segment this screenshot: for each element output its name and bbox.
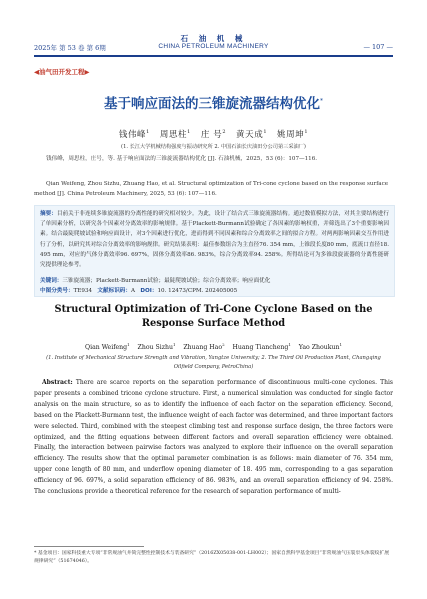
author-cn: 庄 号$^2$ — [200, 129, 227, 140]
page-number: — 107 — — [363, 43, 393, 51]
abstract-text-cn: 目前关于非连续多锥旋流器的分离性能的研究相对较少。为此，设计了结合式三锥旋流器结构。通过数值模拟方法，对其主要结构进行了单因素分析，以研究各个因素对分离效率的影响规律。基于Plackett-Burmann试验确定了各因素的影响权重，并筛选出了3个重要影响因素。结合最陡爬坡试验和响应面设计，对3个因素进行优化，进而得到不同因素和综合分离效率之间的拟合方程。对两两影响因素交互作用进行了分析，以研究其对综合分离效率的影响规律。研究结果表明：最佳参数组合为主直径76. 354 mm，上锥段长度80 mm，底流口直径18. 495 mm，对应的气体分离效率96. 697%，固体分离效率86. 983%，综合分离效率94. 258%。所得结论可为多锥段旋流器的分离性能研究提供理论参考。 — [40, 211, 389, 269]
author-cn: 姚周坤$^1$ — [277, 129, 309, 140]
title-cn-text: 基于响应面法的三锥旋流器结构优化 — [104, 96, 320, 112]
journal-name-cn: 石 油 机 械 — [180, 34, 247, 43]
abstract-label-cn: 摘要： — [40, 211, 57, 217]
author-cn: 钱伟峰$^1$ — [118, 129, 150, 140]
clc-value: TE934 — [73, 288, 93, 294]
authors-en — [0, 342, 427, 351]
title-en-line2: Response Surface Method — [141, 318, 286, 329]
issue-info: 2025年 第 53 卷 第 6期 — [34, 44, 106, 52]
title-en-line1: Structural Optimization of Tri-Cone Cyclone Based on the — [54, 304, 373, 315]
author-cn: 黄天成$^1$ — [236, 129, 268, 140]
author-en: Zhuang Hao$^2$ — [183, 342, 225, 352]
doi-value: 10. 12473/CPM. 202405005 — [157, 288, 238, 294]
doc-code-value: A — [131, 288, 136, 294]
affiliation-cn: (1. 长江大学机械结构强度与振动研究所 2. 中国石油长庆油田分公司第三采油厂) — [121, 144, 306, 150]
title-en — [0, 303, 427, 331]
abstract-box-cn — [34, 205, 395, 297]
author-en: Qian Weifeng$^1$ — [85, 342, 130, 352]
clc-label: 中图分类号： — [40, 288, 74, 294]
keywords-text: 三锥旋流器；Plackett-Burmann试验；最陡爬坡试验；综合分离效率；响应面优化 — [62, 278, 271, 284]
abstract-text-en: There are scarce reports on the separation performance of discontinuous multi-cone cyclones. This paper presents a combined tricone cyclone structure. First, a numerical simulation was conducted for single factor analysis on the main structure, so as to identify the influence of each factor on the separation efficiency. Second, based on the Plackett-Burmann test, the influence weight of each factor was determined, and three important factors were selected. Third, combined with the steepest climbing test and response surface design, the three factors were optimized, and the fitting equations between different factors and overall separation efficiency were obtained. Finally, the interaction between pairwise factors was analyzed to explore their influence on the overall separation efficiency. The results show that the optimal parameter combination is as follows: main diameter of 76. 354 mm, upper cone length of 80 mm, and underflow opening diameter of 18. 495 mm, corresponding to a gas separation efficiency of 96. 697%, a solid separation efficiency of 86. 983%, and an overall separation efficiency of 94. 258%. The conclusions provide a theoretical reference for the research of separation performance of multi- — [34, 379, 393, 496]
doi-label: DOI： — [140, 288, 158, 294]
affiliation-en: (1. Institute of Mechanical Structure Strength and Vibration, Yangtze University; 2. The Third Oil Production Plant, Changqing Oilfield Company, PetroChina) — [46, 355, 381, 370]
citation-cn: 钱伟峰，周思柱，庄号，等. 基于响应面法的三锥旋流器结构优化 [J]. 石油机械，2025，53 (6)：107—116. — [46, 156, 318, 162]
title-cn — [0, 92, 427, 112]
doc-code-label: 文献标识码： — [97, 288, 131, 294]
running-header — [34, 43, 393, 55]
classification-line — [40, 286, 389, 294]
abstract-label-en: Abstract: — [42, 379, 73, 386]
footnote-rule — [34, 546, 144, 547]
keywords-label: 关键词： — [40, 278, 63, 284]
journal-name-en: CHINA PETROLEUM MACHINERY — [158, 43, 269, 50]
author-en: Zhou Sizhu$^1$ — [137, 342, 176, 352]
author-cn: 周思柱$^1$ — [159, 129, 191, 140]
authors-cn — [0, 128, 427, 140]
column-tag: ◀油气田开发工程▶ — [34, 68, 90, 76]
keywords-cn — [40, 276, 389, 284]
author-en: Yao Zhoukun$^1$ — [298, 342, 342, 352]
abstract-cn — [40, 209, 389, 270]
fund-footnote: * 基金项目：国家科技重大专项“非常规油气井筒完整性控制技术与装备研究”（2016ZX05038-001-LH002）；国家自然科学基金项目“非常规油气压裂泵头体裂纹扩展规律研究”（51674046）。 — [34, 551, 390, 564]
header-rule — [34, 55, 393, 57]
title-fund-mark: * — [320, 97, 323, 105]
abstract-en — [34, 378, 393, 498]
author-en: Huang Tiancheng$^1$ — [232, 342, 291, 352]
citation-en: Qian Weifeng, Zhou Sizhu, Zhuang Hao, et al. Structural optimization of Tri-cone cyclone based on the response surface method [J]. China Petroleum Machinery, 2025, 53 (6): 107—116. — [34, 181, 389, 197]
